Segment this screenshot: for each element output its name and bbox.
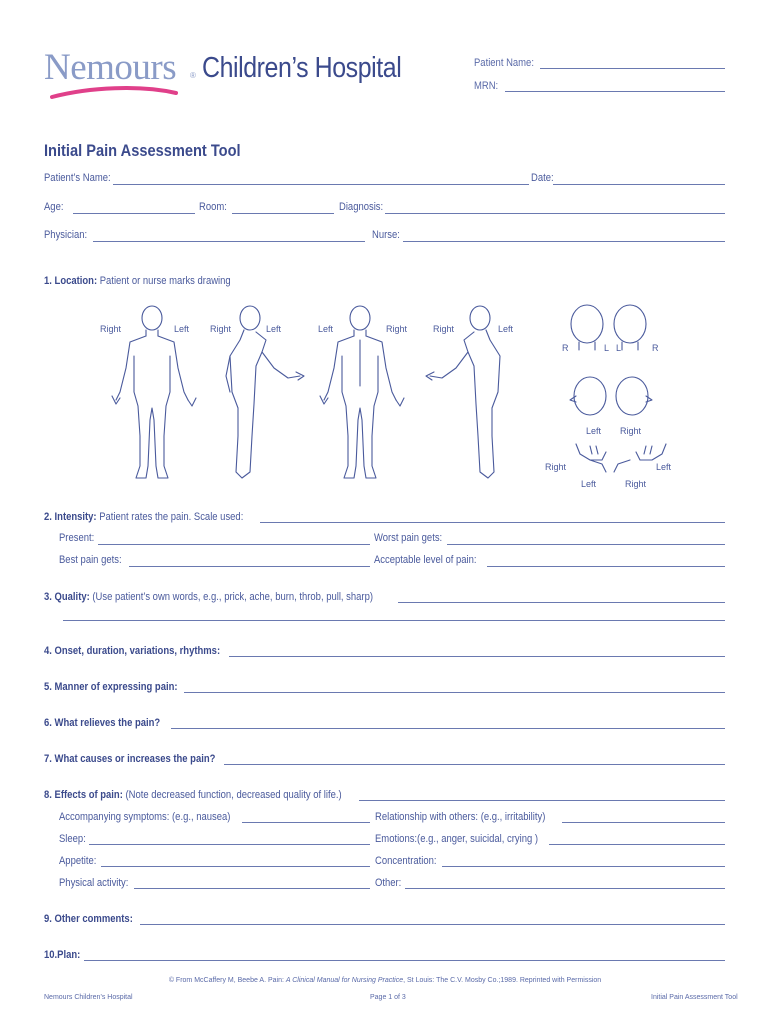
back-right-label: Right xyxy=(386,324,408,334)
head-r2-label: R xyxy=(652,343,659,353)
appetite-label: Appetite: xyxy=(59,855,97,867)
quality-heading: 3. Quality: (Use patient’s own words, e.g., prick, ache, burn, throb, pull, sharp) xyxy=(44,591,374,603)
accompanying-line[interactable] xyxy=(242,822,370,823)
quality-line-2[interactable] xyxy=(63,620,725,621)
nurse-label: Nurse: xyxy=(372,229,400,241)
front-left-label: Left xyxy=(174,324,190,334)
front-right-label: Right xyxy=(100,324,122,334)
page-title: Initial Pain Assessment Tool xyxy=(44,141,241,160)
accompanying-label: Accompanying symptoms: (e.g., nausea) xyxy=(59,811,231,823)
relieves-label: 6. What relieves the pain? xyxy=(44,717,161,729)
patient-name-label: Patient Name: xyxy=(474,57,534,69)
feet-left-label: Left xyxy=(581,479,597,489)
footer-right: Initial Pain Assessment Tool xyxy=(651,994,738,1001)
manner-label: 5. Manner of expressing pain: xyxy=(44,681,178,693)
footer-page-number: Page 1 of 3 xyxy=(370,994,406,1001)
acceptable-pain-line[interactable] xyxy=(487,566,725,567)
concentration-label: Concentration: xyxy=(375,855,437,867)
plan-line[interactable] xyxy=(84,960,725,961)
logo: Nemours ® Children’s Hospital xyxy=(44,44,424,104)
relieves-line[interactable] xyxy=(171,728,725,729)
quality-line-1[interactable] xyxy=(398,602,725,603)
diagnosis-line[interactable] xyxy=(385,213,725,214)
present-line[interactable] xyxy=(98,544,370,545)
acceptable-pain-label: Acceptable level of pain: xyxy=(374,554,477,566)
room-line[interactable] xyxy=(232,213,334,214)
best-pain-label: Best pain gets: xyxy=(59,554,122,566)
appetite-line[interactable] xyxy=(101,866,370,867)
body-diagram[interactable] xyxy=(90,296,690,496)
physician-label: Physician: xyxy=(44,229,88,241)
effects-line[interactable] xyxy=(359,800,725,801)
head-figures xyxy=(570,305,652,415)
worst-pain-label: Worst pain gets: xyxy=(374,532,443,544)
date-line[interactable] xyxy=(553,184,725,185)
head-r1-label: R xyxy=(562,343,569,353)
location-heading: 1. Location: Patient or nurse marks drawing xyxy=(44,275,231,287)
physical-line[interactable] xyxy=(134,888,370,889)
intensity-heading: 2. Intensity: Patient rates the pain. Scale used: xyxy=(44,511,244,523)
manner-line[interactable] xyxy=(184,692,725,693)
patients-name-line[interactable] xyxy=(113,184,529,185)
age-label: Age: xyxy=(44,201,64,213)
back-left-label: Left xyxy=(318,324,334,334)
relationship-line[interactable] xyxy=(562,822,725,823)
causes-line[interactable] xyxy=(224,764,725,765)
side1-left-label: Left xyxy=(266,324,282,334)
physical-label: Physical activity: xyxy=(59,877,129,889)
other-label: Other: xyxy=(375,877,402,889)
side2-left-label: Left xyxy=(498,324,514,334)
citation: © From McCaffery M, Beebe A. Pain: A Clinical Manual for Nursing Practice, St Louis: The C.V. Mosby Co.;1989. Reprinted with Permission xyxy=(168,977,602,984)
mrn-label: MRN: xyxy=(474,80,499,92)
causes-label: 7. What causes or increases the pain? xyxy=(44,753,216,765)
nurse-line[interactable] xyxy=(403,241,725,242)
logo-hospital: Children’s Hospital xyxy=(202,52,402,84)
plan-label: 10.Plan: xyxy=(44,949,81,961)
mrn-line[interactable] xyxy=(505,91,725,92)
onset-label: 4. Onset, duration, variations, rhythms: xyxy=(44,645,221,657)
comments-label: 9. Other comments: xyxy=(44,913,133,925)
sleep-line[interactable] xyxy=(89,844,370,845)
side2-right-label: Right xyxy=(433,324,455,334)
emotions-line[interactable] xyxy=(549,844,725,845)
side-body-figure-right xyxy=(226,306,304,478)
sleep-label: Sleep: xyxy=(59,833,86,845)
side1-right-label: Right xyxy=(210,324,232,334)
logo-swoosh-icon xyxy=(50,84,180,100)
worst-pain-line[interactable] xyxy=(447,544,725,545)
logo-brand: Nemours xyxy=(44,47,177,88)
effects-heading: 8. Effects of pain: (Note decreased function, decreased quality of life.) xyxy=(44,789,342,801)
comments-line[interactable] xyxy=(140,924,725,925)
patient-name-line[interactable] xyxy=(540,68,725,69)
date-label: Date: xyxy=(531,172,554,184)
present-label: Present: xyxy=(59,532,95,544)
concentration-line[interactable] xyxy=(442,866,725,867)
head-l1-label: L xyxy=(604,343,610,353)
age-line[interactable] xyxy=(73,213,195,214)
emotions-label: Emotions:(e.g., anger, suicidal, crying ) xyxy=(375,833,538,845)
head-left-label: Left xyxy=(586,426,602,436)
footer-left: Nemours Children’s Hospital xyxy=(44,994,133,1001)
feet-right-label: Right xyxy=(625,479,647,489)
diagnosis-label: Diagnosis: xyxy=(339,201,384,213)
hands-feet-figures xyxy=(576,444,666,472)
best-pain-line[interactable] xyxy=(129,566,370,567)
room-label: Room: xyxy=(199,201,227,213)
head-right-label: Right xyxy=(620,426,642,436)
hands-left-label: Left xyxy=(656,462,672,472)
relationship-label: Relationship with others: (e.g., irritability) xyxy=(375,811,546,823)
onset-line[interactable] xyxy=(229,656,725,657)
hands-right-label: Right xyxy=(545,462,567,472)
physician-line[interactable] xyxy=(93,241,365,242)
other-line[interactable] xyxy=(405,888,725,889)
head-l2-label: L xyxy=(616,343,622,353)
scale-used-line[interactable] xyxy=(260,522,725,523)
patients-name-label: Patient’s Name: xyxy=(44,172,111,184)
